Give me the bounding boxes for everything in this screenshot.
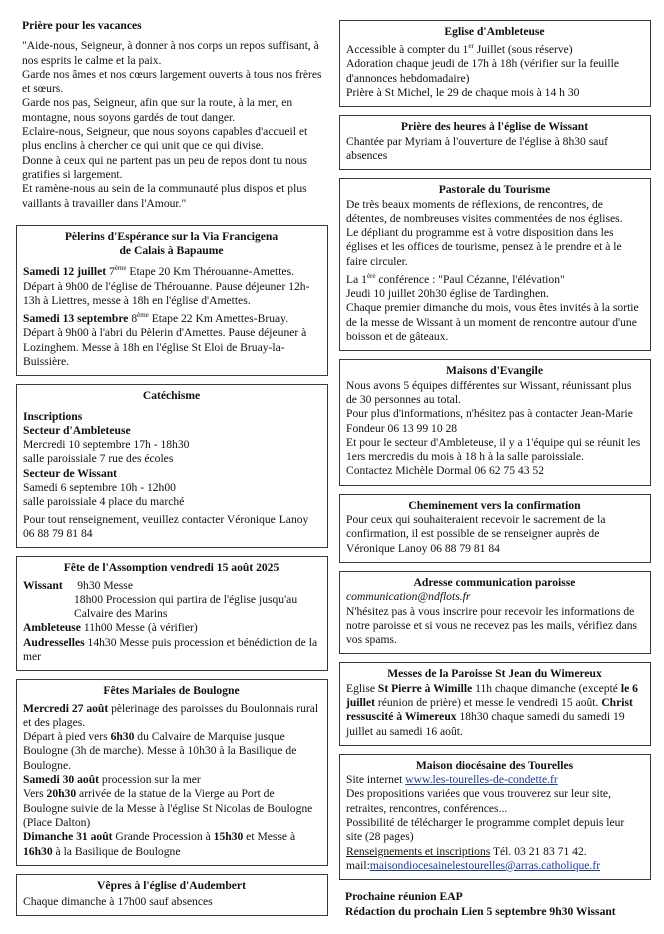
vepres-title: Vêpres à l'église d'Audembert [97, 878, 246, 892]
confirmation-title: Cheminement vers la confirmation [408, 498, 581, 512]
priere-title: Prière pour les vacances [22, 19, 142, 32]
adresse-email[interactable]: communication@ndflots.fr [346, 590, 471, 604]
pastorale-title: Pastorale du Tourisme [438, 183, 551, 197]
pelerins-box [16, 225, 328, 376]
adresse-box [339, 571, 651, 654]
assomption-wissant: Wissant 9h30 Messe [23, 578, 133, 592]
messes-wimereux-box [339, 662, 651, 745]
messes-wimereux-text: Eglise St Pierre à Wimille 11h chaque dimanche (excepté le 6 juillet réunion de prière) et messe le vendredi 15 août. Christ ressuscité à Wimereux 18h30 chaque samedi du samedi 19 juillet au samedi 16 août. [346, 681, 638, 738]
catechisme-contact: Pour tout renseignement, veuillez contacter Véronique Lanoy 06 88 79 81 84 [23, 512, 309, 540]
pelerins-title: Pèlerins d'Espérance sur la Via Francigena [64, 229, 279, 243]
assomption-box [16, 556, 328, 671]
secteur-wissant-place: salle paroissiale 4 place du marché [23, 495, 185, 509]
maisons-evangile-title: Maisons d'Evangile [446, 364, 543, 378]
eglise-ambleteuse-box [339, 20, 651, 107]
footer-notes [339, 888, 651, 925]
tourelles-title: Maison diocésaine des Tourelles [415, 758, 574, 772]
pastorale-p4: Jeudi 10 juillet 20h30 église de Tardinghen. [346, 287, 549, 301]
pelerins-day1-text: Départ à 9h00 de l'église de Thérouanne. Pause déjeuner 12h-13h à Liettres, messe à 18h en l'église d'Amettes. [23, 279, 310, 307]
mariales-title: Fêtes Mariales de Boulogne [103, 684, 240, 698]
pastorale-p2: Le dépliant du programme est à votre disposition dans les églises et les offices de tourisme, pensez à le prendre et à le faire circuler. [346, 226, 622, 268]
mariales-p2: Départ à pied vers 6h30 du Calvaire de Marquise jusque Boulogne (3h de marche). Messe à 10h30 à la Basilique de Boulogne. [23, 730, 297, 772]
priere-paragraph: Eclaire-nous, Seigneur, que nous soyons capables d'accueil et plus enclins à chercher ce qui unit que ce qui divise. [22, 125, 308, 153]
confirmation-box [339, 494, 651, 563]
vepres-box [16, 874, 328, 917]
secteur-wissant: Secteur de Wissant [23, 466, 118, 480]
right-column [339, 20, 651, 933]
pastorale-p3: La 1ère conférence : "Paul Cézanne, l'élévation" [346, 272, 565, 286]
priere-paragraph: Garde nos âmes et nos cœurs largement ouverts à tous nos frères et sœurs. [22, 67, 322, 96]
maisons-evangile-p4: Contactez Michèle Dormal 06 62 75 43 52 [346, 464, 545, 478]
priere-heures-box [339, 115, 651, 170]
tourelles-site-link[interactable]: www.les-tourelles-de-condette.fr [405, 773, 558, 787]
messes-wimereux-title: Messes de la Paroisse St Jean du Wimereux [387, 667, 602, 681]
assomption-procession: 18h00 Procession qui partira de l'église jusqu'au Calvaire des Marins [74, 592, 298, 621]
eglise-ambleteuse-l2: Adoration chaque jeudi de 17h à 18h (vérifier sur la feuille d'annonces hebdomadaire) [346, 57, 619, 85]
mariales-box [16, 679, 328, 866]
maisons-evangile-p1: Nous avons 5 équipes différentes sur Wissant, réunissant plus de 30 personnes au total. [346, 378, 632, 406]
vepres-text: Chaque dimanche à 17h00 sauf absences [23, 895, 213, 909]
priere-section [16, 14, 328, 217]
pelerins-day1: Samedi 12 juillet 7ème Etape 20 Km Thérouanne-Amettes. [23, 264, 294, 279]
maisons-evangile-p3: Et pour le secteur d'Ambleteuse, il y a 1'équipe qui se réunit les 1ers mercredis du mois à 18 h à la salle paroissiale. [346, 435, 641, 464]
adresse-title: Adresse communication paroisse [413, 575, 576, 589]
tourelles-site: Site internet www.les-tourelles-de-condette.fr [346, 773, 558, 787]
secteur-ambleteuse-place: salle paroissiale 7 rue des écoles [23, 452, 174, 466]
maisons-evangile-box [339, 359, 651, 485]
priere-paragraph: "Aide-nous, Seigneur, à donner à nos corps un repos suffisant, à nos esprits le calme et la paix. [22, 39, 319, 67]
catechisme-box [16, 384, 328, 548]
footer-eap: Prochaine réunion EAP [345, 890, 463, 904]
tourelles-box [339, 754, 651, 880]
secteur-wissant-date: Samedi 6 septembre 10h - 12h00 [23, 481, 176, 495]
eglise-ambleteuse-l3: Prière à St Michel, le 29 de chaque mois à 14 h 30 [346, 86, 580, 100]
priere-paragraph: Et ramène-nous au sein de la communauté plus dispos et plus vaillants à travailler dans l'Amour." [22, 182, 307, 210]
tourelles-mail: mail:maisondiocesainelestourelles@arras.catholique.fr [346, 858, 601, 872]
pastorale-box [339, 178, 651, 351]
priere-heures-text: Chantée par Myriam à l'ouverture de l'église à 8h30 sauf absences [346, 134, 609, 162]
mariales-p3: Samedi 30 août procession sur la mer [23, 773, 201, 787]
pelerins-day2-text: Départ à 9h00 à l'abri du Pèlerin d'Amettes. Pause déjeuner à Lozinghem. Messe à 18h en l'église St Eloi de Bruay-la-Buissière. [23, 326, 307, 368]
confirmation-text: Pour ceux qui souhaiteraient recevoir le sacrement de la confirmation, il est possible de se renseigner auprès de Véronique Lanoy 06 88 79 81 84 [346, 513, 606, 555]
left-column [16, 14, 328, 924]
pelerins-day2: Samedi 13 septembre 8ème Etape 22 Km Amettes-Bruay. [23, 311, 289, 326]
secteur-ambleteuse: Secteur d'Ambleteuse [23, 423, 131, 437]
tourelles-tel: Renseignements et inscriptions Tél. 03 21 83 71 42. [346, 844, 587, 858]
assomption-ambleteuse: Ambleteuse 11h00 Messe (à vérifier) [23, 621, 198, 635]
pastorale-p5: Chaque premier dimanche du mois, vous êtes invités à la sortie de la messe de Wissant à un moment de rencontre autour d'une boisson et de gâteaux. [346, 301, 639, 344]
secteur-ambleteuse-date: Mercredi 10 septembre 17h - 18h30 [23, 438, 190, 452]
maisons-evangile-p2: Pour plus d'informations, n'hésitez pas à contacter Jean-Marie Fondeur 06 13 99 10 28 [346, 407, 633, 435]
eglise-ambleteuse-l1: Accessible à compter du 1er Juillet (sous réserve) [346, 42, 573, 57]
tourelles-p1: Des propositions variées que vous trouverez sur leur site, retraites, rencontres, conférences... [346, 787, 611, 815]
footer-redaction: Rédaction du prochain Lien 5 septembre 9h30 Wissant [345, 904, 616, 918]
mariales-p4: Vers 20h30 arrivée de la statue de la Vierge au Port de Boulogne suivie de la Messe à l'église St Nicolas de Boulogne (Place Dalton) [23, 787, 313, 829]
mariales-p1: Mercredi 27 août pèlerinage des paroisses du Boulonnais rural et des plages. [23, 701, 319, 729]
priere-paragraph: Garde nos pas, Seigneur, afin que sur la route, à la mer, en montagne, nous soyons gardés de tout danger. [22, 96, 293, 124]
pelerins-subtitle: de Calais à Bapaume [119, 244, 224, 258]
mariales-p5: Dimanche 31 août Grande Procession à 15h30 et Messe à 16h30 à la Basilique de Boulogne [23, 830, 296, 858]
inscriptions-label: Inscriptions [23, 409, 83, 423]
priere-paragraph: Donne à ceux qui ne partent pas un peu de repos dont tu nous gratifies si largement. [22, 153, 307, 181]
day2-date: Samedi 13 septembre [23, 312, 129, 326]
pastorale-p1: De très beaux moments de réflexions, de rencontres, de détentes, de nombreuses visites commentées de nos églises. [346, 197, 623, 225]
tourelles-p2: Possibilité de télécharger le programme complet depuis leur site (28 pages) [346, 816, 625, 844]
eglise-ambleteuse-title: Eglise d'Ambleteuse [444, 25, 545, 38]
priere-heures-title: Prière des heures à l'église de Wissant [400, 120, 589, 134]
catechisme-title: Catéchisme [142, 389, 201, 403]
assomption-audresselles: Audresselles 14h30 Messe puis procession et bénédiction de la mer [23, 635, 318, 663]
tourelles-mail-link[interactable]: maisondiocesainelestourelles@arras.catholique.fr [369, 858, 601, 872]
assomption-title: Fête de l'Assomption vendredi 15 août 2025 [63, 561, 280, 575]
day1-date: Samedi 12 juillet [23, 265, 107, 279]
adresse-text: N'hésitez pas à vous inscrire pour recevoir les informations de notre paroisse et si vous ne recevez pas les mails, vérifiez dans vos spams. [346, 604, 638, 647]
